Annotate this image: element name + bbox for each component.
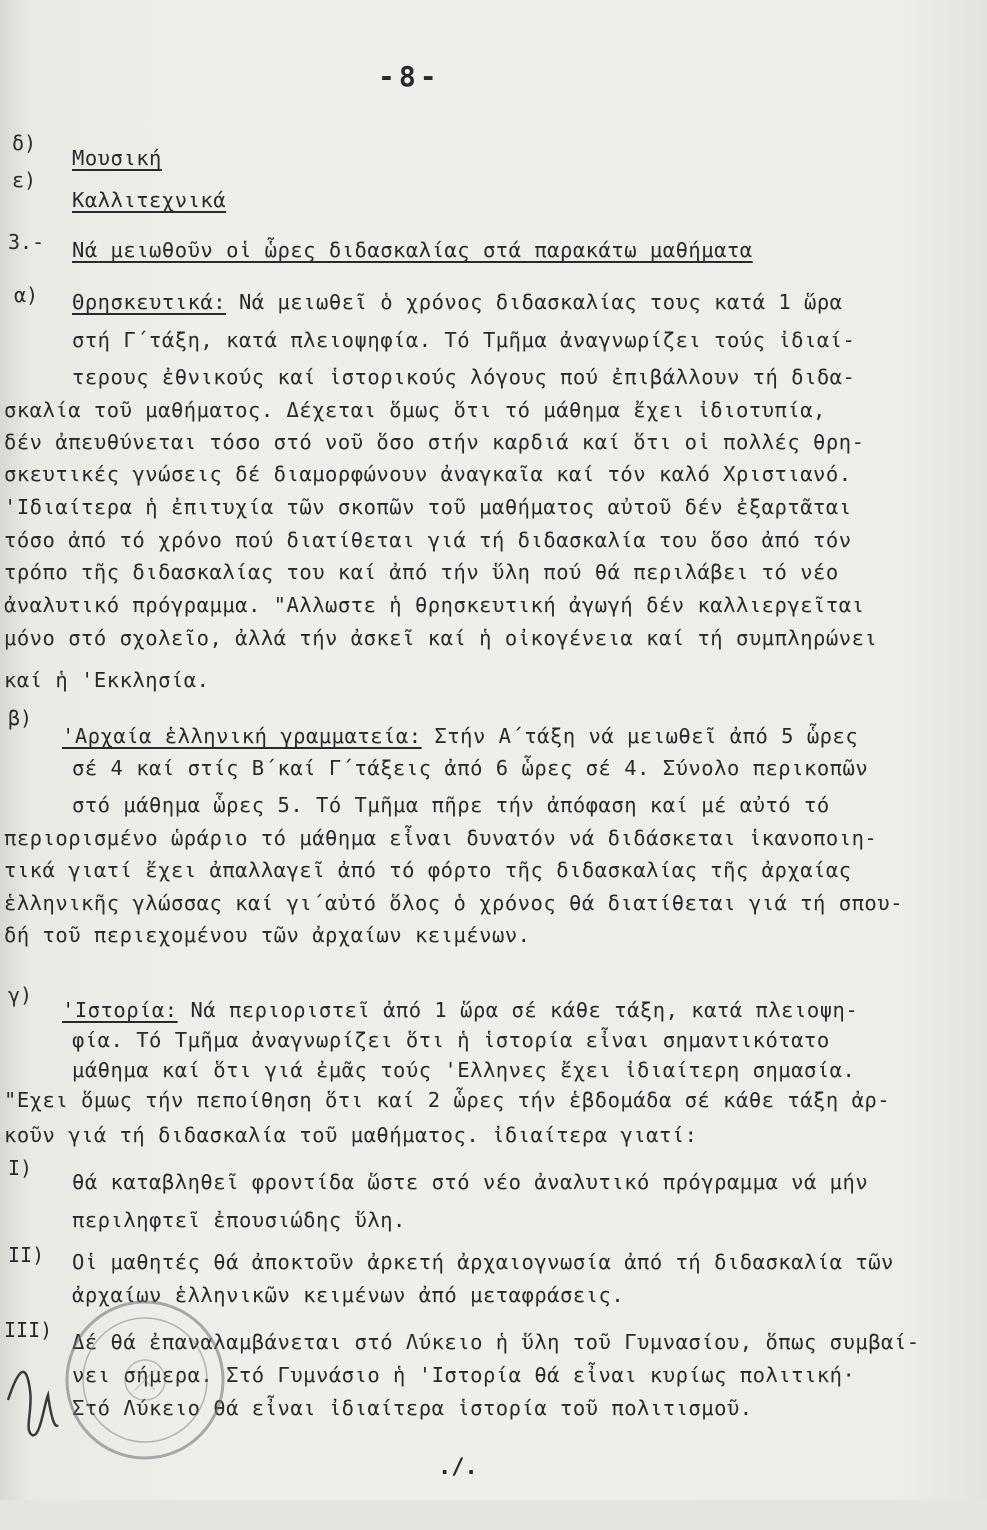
paragraph-b-line: ἑλληνικῆς γλώσσας καί γι΄αὐτό ὅλος ὁ χρόνος θά διατίθεται γιά τή σπου- [4,891,903,915]
page-number: -8- [378,60,441,93]
heading-history: 'Ιστορία: [62,998,178,1022]
item-marker-ii: II) [8,1243,45,1267]
paragraph-a-line: τρόπο τῆς διδασκαλίας του καί ἀπό τήν ὕλη πού θά περιλάβει τό νέο [4,560,839,584]
paragraph-g-line: "Εχει ὅμως τήν πεποίθηση ὅτι καί 2 ὧρες τήν ἑβδομάδα σέ κάθε τάξη ἀρ- [4,1088,891,1112]
paragraph-a-line [72,292,843,313]
paragraph-ii-line: ἀρχαίων ἑλληνικῶν κειμένων ἀπό μεταφράσεις. [72,1283,625,1307]
text-span: Νά μειωθεῖ ὁ χρόνος διδασκαλίας τους κατά 1 ὥρα [238,290,843,314]
paragraph-g-line: φία. Τό Τμῆμα ἀναγνωρίζει ὅτι ἡ ἱστορία εἶναι σημαντικότατο [72,1028,830,1052]
item-marker-iii: III) [4,1318,53,1342]
paragraph-i-line: θά καταβληθεῖ φροντίδα ὥστε στό νέο ἀναλυτικό πρόγραμμα νά μήν [72,1170,869,1194]
heading-music: Μουσική [72,146,162,170]
paragraph-a-line: 'Ιδιαίτερα ἡ ἐπιτυχία τῶν σκοπῶν τοῦ μαθήματος αὐτοῦ δέν ἐξαρτᾶται [4,495,852,519]
paragraph-b-line: σέ 4 καί στίς Β΄καί Γ΄τάξεις ἀπό 6 ὧρες σέ 4. Σύνολο περικοπῶν [72,756,869,780]
paragraph-b-line [62,726,858,747]
signature-mark [8,1372,58,1435]
paragraph-g-line: κοῦν γιά τή διδασκαλία τοῦ μαθήματος. ἰδιαίτερα γιατί: [4,1123,698,1147]
paragraph-iii-line: νει σήμερα. Στό Γυμνάσιο ἡ 'Ιστορία θά εἶναι κυρίως πολιτική· [72,1363,856,1387]
item-marker-b: β) [8,706,33,730]
item-marker-e: ε) [12,168,37,192]
item-marker-g: γ) [8,983,33,1007]
continuation-mark: ./. [438,1455,478,1480]
paragraph-a-line: καί ἡ 'Εκκλησία. [4,668,210,692]
paragraph-ii-line: Οἱ μαθητές θά ἀποκτοῦν ἀρκετή ἀρχαιογνωσία ἀπό τή διδασκαλία τῶν [72,1250,894,1274]
heading-religious: Θρησκευτικά: [72,290,227,314]
paragraph-b-line: δή τοῦ περιεχομένου τῶν ἀρχαίων κειμένων. [4,923,531,947]
item-marker-d: δ) [12,131,37,155]
text-span: Στήν Α΄τάξη νά μειωθεῖ ἀπό 5 ὧρες [434,724,859,748]
paragraph-i-line: περιληφτεῖ ἐπουσιώδης ὕλη. [72,1208,406,1232]
paragraph-g-line [62,1000,858,1021]
item-marker-i: I) [8,1156,33,1180]
paragraph-b-line: στό μάθημα ὧρες 5. Τό Τμῆμα πῆρε τήν ἀπόφαση καί μέ αὐτό τό [72,793,830,817]
paragraph-a-line: ἀναλυτικό πρόγραμμα. "Αλλωστε ἡ θρησκευτική ἀγωγή δέν καλλιεργεῖται [4,593,865,617]
paragraph-g-line: μάθημα καί ὅτι γιά ἐμᾶς τούς 'Ελληνες ἔχει ἰδιαίτερη σημασία. [72,1058,856,1082]
paragraph-a-line: στή Γ΄τάξη, κατά πλειοψηφία. Τό Τμῆμα ἀναγνωρίζει τούς ἰδιαί- [72,328,856,352]
paragraph-a-line: σκαλία τοῦ μαθήματος. Δέχεται ὅμως ὅτι τό μάθημα ἔχει ἰδιοτυπία, [4,398,826,422]
paragraph-b-line: τικά γιατί ἔχει ἀπαλλαγεῖ ἀπό τό φόρτο τῆς διδασκαλίας τῆς ἀρχαίας [4,858,852,882]
paragraph-a-line: μόνο στό σχολεῖο, ἀλλά τήν ἀσκεῖ καί ἡ οἰκογένεια καί τή συμπληρώνει [4,626,878,650]
item-marker-3: 3.- [8,230,45,254]
item-marker-a: α) [14,283,39,307]
official-stamp [0,1290,240,1530]
paragraph-iii-line: Στό Λύκειο θά εἶναι ἰδιαίτερα ἱστορία τοῦ πολιτισμοῦ. [72,1396,753,1420]
heading-arts: Καλλιτεχνικά [72,188,227,212]
paragraph-iii-line: Δέ θά ἐπαναλαμβάνεται στό Λύκειο ἡ ὕλη τοῦ Γυμνασίου, ὅπως συμβαί- [72,1330,920,1354]
heading-reduce-hours: Νά μειωθοῦν οἱ ὧρες διδασκαλίας στά παρακάτω μαθήματα [72,238,753,262]
heading-ancient-greek: 'Αρχαία ἑλληνική γραμματεία: [62,724,422,748]
paragraph-a-line: δέν ἀπευθύνεται τόσο στό νοῦ ὅσο στήν καρδιά καί ὅτι οἱ πολλές θρη- [4,430,865,454]
text-span: Νά περιοριστεῖ ἀπό 1 ὥρα σέ κάθε τάξη, κατά πλειοψη- [190,998,859,1022]
paragraph-b-line: περιορισμένο ὡράριο τό μάθημα εἶναι δυνατόν νά διδάσκεται ἱκανοποιη- [4,826,878,850]
paragraph-a-line: τόσο ἀπό τό χρόνο πού διατίθεται γιά τή διδασκαλία του ὅσο ἀπό τόν [4,528,852,552]
paragraph-a-line: τερους ἐθνικούς καί ἱστορικούς λόγους πού ἐπιβάλλουν τή διδα- [72,365,856,389]
paragraph-a-line: σκευτικές γνώσεις δέ διαμορφώνουν ἀναγκαῖα καί τόν καλό Χριστιανό. [4,462,852,486]
